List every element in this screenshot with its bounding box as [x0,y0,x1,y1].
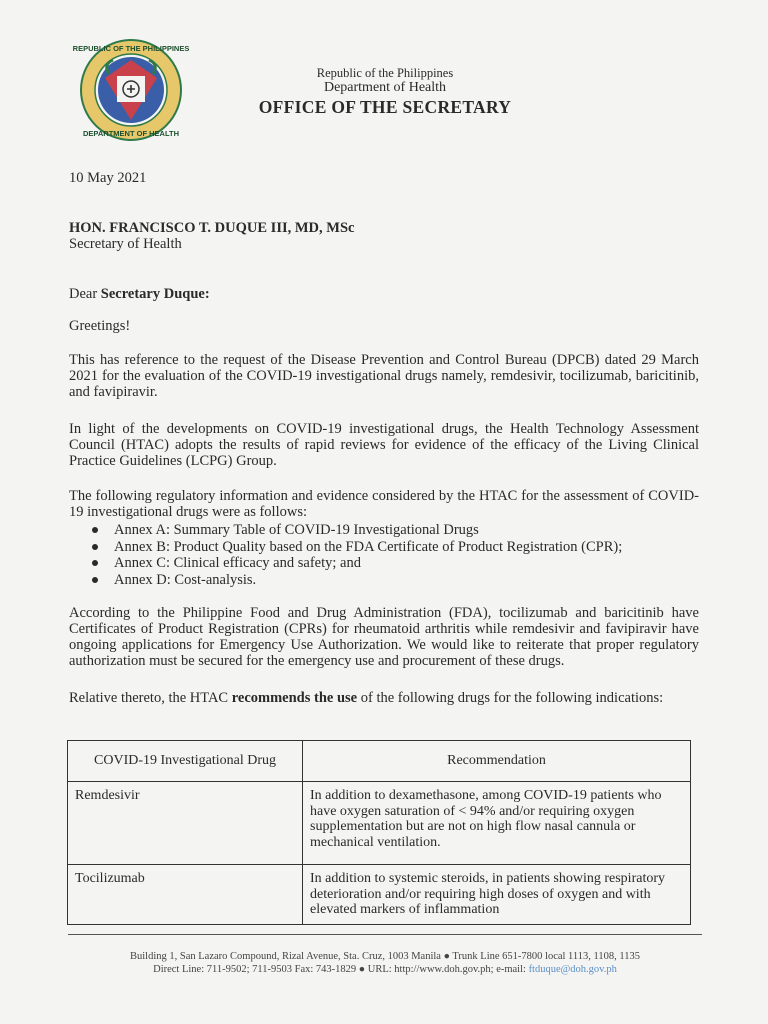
table-cell-drug: Remdesivir [68,782,303,865]
annex-list [92,522,692,588]
footer [60,950,710,976]
table-cell-drug: Tocilizumab [68,865,303,925]
footer-contact-line [60,963,710,976]
bullet-icon [92,527,98,533]
seal-ring-text-bottom: DEPARTMENT OF HEALTH [83,129,179,138]
letter-date: 10 May 2021 [69,170,147,186]
paragraph-dpcb-request: This has reference to the request of the Disease Prevention and Control Bureau (DPCB) dated 29 March 2021 for the evaluation of the COVID-19 investigational drugs namely, remdesivir, tocilizumab, baricitinib, and favipiravir. [69,352,699,400]
paragraph-fda-status: According to the Philippine Food and Drug Administration (FDA), tocilizumab and baricitinib have Certificates of Product Registration (CPRs) for rheumatoid arthritis while remdesivir and favipiravir have ongoing applications for Emergency Use Authorization. We would like to reiterate that proper regulatory authorization must be secured for the emergency use and procurement of these drugs. [69,605,699,669]
list-item [92,539,692,556]
bullet-icon [92,544,98,550]
salutation-prefix: Dear [69,286,101,302]
letterhead-office: OFFICE OF THE SECRETARY [258,97,512,117]
doh-seal-logo [72,38,190,142]
table-row [68,782,691,865]
table-row [68,865,691,925]
footer-email-link[interactable]: ftduque@doh.gov.ph [528,964,617,975]
paragraph-recommendation-intro [69,690,699,706]
footer-contact-text: Direct Line: 711-9502; 711-9503 Fax: 743-1829 ● URL: http://www.doh.gov.ph; e-mail: [153,964,529,975]
annex-label: Annex A: Summary Table of COVID-19 Investigational Drugs [114,522,479,538]
annex-label: Annex D: Cost-analysis. [114,571,257,588]
letterhead-republic: Republic of the Philippines [316,66,454,80]
list-item [92,555,692,572]
table-cell-recommendation: In addition to systemic steroids, in patients showing respiratory deterioration and/or requiring high doses of oxygen and with elevated markers of inflammation [303,865,691,925]
p5-post: of the following drugs for the following indications: [357,690,664,706]
table-header-drug: COVID-19 Investigational Drug [68,741,303,782]
paragraph-evidence-intro: The following regulatory information and evidence considered by the HTAC for the assessment of COVID-19 investigational drugs were as follows: [69,488,699,520]
letterhead [200,66,570,118]
bullet-icon [92,560,98,566]
table-header-recommendation: Recommendation [303,741,691,782]
p5-pre: Relative thereto, the HTAC [69,690,232,706]
table-header-row [68,741,691,782]
salutation-name: Secretary Duque: [100,286,210,302]
letterhead-department: Department of Health [323,80,447,95]
bullet-icon [92,577,98,583]
paragraph-htac-reviews: In light of the developments on COVID-19 investigational drugs, the Health Technology Assessment Council (HTAC) adopts the results of rapid reviews for evidence of the efficacy of the Living Clinical Practice Guidelines (LCPG) Group. [69,421,699,469]
addressee-title: Secretary of Health [69,236,182,252]
footer-address-line: Building 1, San Lazaro Compound, Rizal Avenue, Sta. Cruz, 1003 Manila ● Trunk Line 651-7800 local 1113, 1108, 1135 [130,951,640,962]
annex-label: Annex B: Product Quality based on the FDA Certificate of Product Registration (CPR); [114,538,623,555]
p5-bold: recommends the use [231,690,358,706]
annex-label: Annex C: Clinical efficacy and safety; and [114,555,361,571]
addressee-block [69,220,354,253]
salutation [69,286,210,302]
list-item [92,572,692,589]
addressee-name: HON. FRANCISCO T. DUQUE III, MD, MSc [69,220,355,236]
list-item [92,522,692,539]
footer-divider [68,934,702,935]
greeting: Greetings! [69,318,131,334]
recommendation-table [67,740,691,925]
table-cell-recommendation: In addition to dexamethasone, among COVID-19 patients who have oxygen saturation of < 94% and/or requiring oxygen supplementation but are not on high flow nasal cannula or mechanical ventilation. [303,782,691,865]
seal-ring-text-top: REPUBLIC OF THE PHILIPPINES [72,44,190,53]
